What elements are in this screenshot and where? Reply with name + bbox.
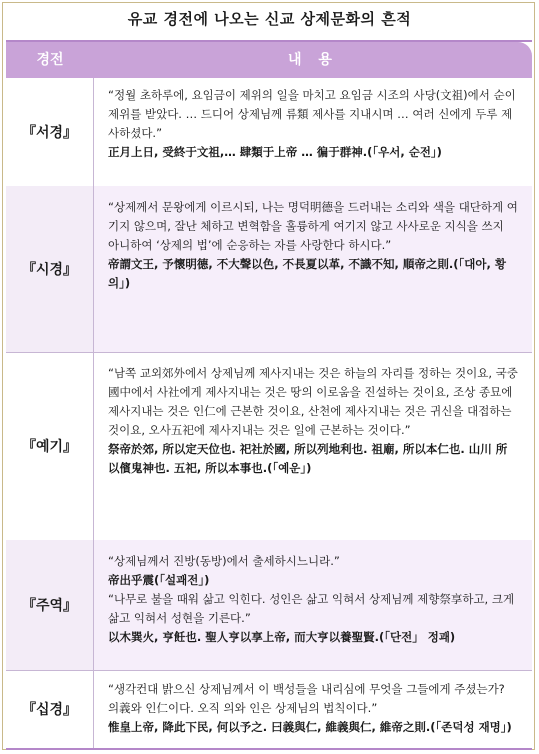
hanja-text: 祭帝於郊, 所以定天位也. 祀社於國, 所以列地利也. 祖廟, 所以本仁也. 山川 所以儐鬼神也. 五祀, 所以本事也.(「예운」)	[108, 442, 508, 475]
hanja-text: 正月上日, 受終于文祖,… 肆類于上帝 … 徧于群神.(「우서, 순전」)	[108, 145, 442, 159]
row-content	[94, 352, 532, 540]
table-header	[6, 42, 532, 78]
row-content	[94, 670, 532, 748]
header-content: 내 용	[288, 52, 338, 68]
row-content	[94, 540, 532, 670]
row-label: 『시경』	[6, 186, 94, 352]
hanja-text: 帝出乎震(「설괘전」)	[108, 573, 210, 587]
row-label: 『십경』	[6, 670, 94, 748]
row-label: 『예기』	[6, 352, 94, 540]
scripture-table	[6, 40, 532, 748]
hanja-text: 帝謂文王, 予懷明德, 不大聲以色, 不長夏以革, 不識不知, 順帝之則.(「대아, 황의」)	[108, 257, 506, 290]
table-row	[6, 78, 532, 187]
quote-text: “정월 초하루에, 요임금이 제위의 일을 마치고 요임금 시조의 사당(文祖)에서 순이 제위를 받았다. … 드디어 상제님께 류類 제사를 지내시며 … 여러 신에게 두루 제사하셨다.”	[108, 88, 516, 140]
table-row	[6, 670, 532, 750]
row-content	[94, 78, 532, 186]
table-row	[6, 186, 532, 353]
hanja-text: 惟皇上帝, 降此下民, 何以予之. 曰義與仁, 維義與仁, 維帝之則.(「존덕성 재명」)	[108, 720, 512, 734]
quote-text: “남쪽 교외郊外에서 상제님께 제사지내는 것은 하늘의 자리를 정하는 것이요, 국중國中에서 사社에게 제사지내는 것은 땅의 이로움을 진설하는 것이요, 조상 종묘에 제사지내는 것은 인仁에 근본한 것이요, 산천에 제사지내는 것은 귀신을 대접하는 것이요, 오사五祀에 제사지내는 것은 일에 근본하는 것이다.”	[108, 366, 518, 437]
row-label: 『서경』	[6, 78, 94, 186]
row-label: 『주역』	[6, 540, 94, 670]
quote-text: “상제께서 문왕에게 이르시되, 나는 명덕明德을 드러내는 소리와 색을 대단하게 여기지 않으며, 잘난 체하고 변혁함을 훌륭하게 여기지 않고 사사로운 지식을 쓰지 아니하여 ‘상제의 법’에 순응하는 자를 사랑한다 하시다.”	[108, 200, 518, 252]
header-scripture: 경전	[36, 52, 64, 68]
table-row	[6, 352, 532, 541]
quote-text: “나무로 불을 때워 삶고 익힌다. 성인은 삶고 익혀서 상제님께 제향祭享하고, 크게 삶고 익혀서 성현을 기른다.”	[108, 592, 515, 625]
row-content	[94, 186, 532, 352]
hanja-text: 以木巽火, 亨飪也. 聖人亨以享上帝, 而大亨以養聖賢.(「단전」 정괘)	[108, 630, 456, 644]
page-title: 유교 경전에 나오는 신교 상제문화의 흔적	[127, 10, 412, 28]
table-row	[6, 540, 532, 671]
quote-text: “상제님께서 진방(동방)에서 출세하시느니라.”	[108, 554, 340, 568]
quote-text: “생각컨대 밝으신 상제님께서 이 백성들을 내리심에 무엇을 그들에게 주셨는가? 의義와 인仁이다. 오직 의와 인은 상제님의 법칙이다.”	[108, 682, 505, 715]
